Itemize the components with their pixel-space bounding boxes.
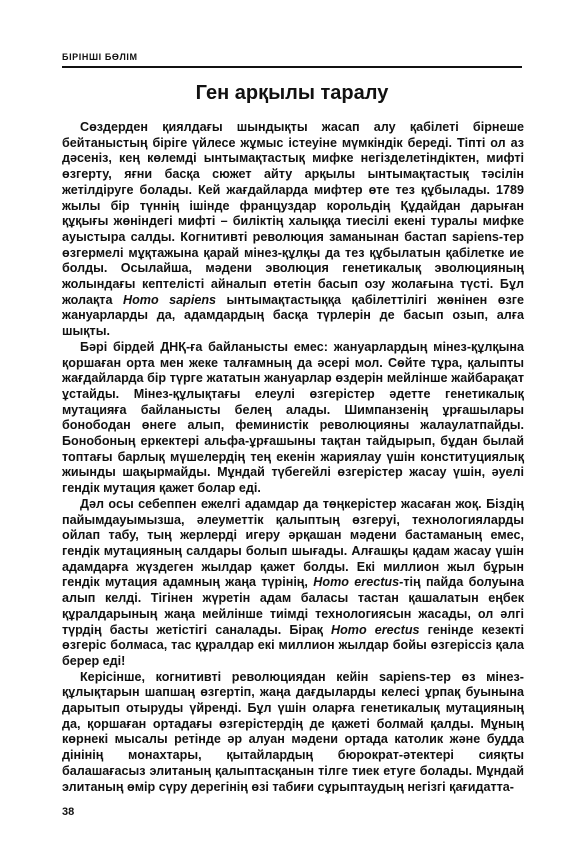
text-run: Бәрі бірдей ДНҚ-ға байланысты емес: жануарлардың мінез-құлқына қоршаған орта мен жеке талғамның да әсері мол. Сөйте тұра, қалыпты жағдайларда бір түрге жататын жануарлар өздерін мейлінше жайбарақат ұстайды. Мінез-құлықтағы елеулі өзгерістер әдетте генетикалық мутацияға байланысты белең алады. Шимпанзенің ұрғашылары бонободан өнеге алып, феминистік революцияны жалаулатпайды. Бонобоның еркектері альфа-ұрғашыны тақтан тайдырып, бұдан былай топтағы барлық мүшелердің тең екенін жариялау үшін конституциялық жиынды шақырмайды. Мұндай түбегейлі өзгерістер жасау үшін, әуелі гендік мутация қажет болар еді.	[62, 339, 524, 496]
page-number: 38	[62, 806, 75, 818]
body-paragraph	[62, 340, 524, 497]
italic-term: Homo sapiens	[122, 292, 217, 307]
text-run: Керісінше, когнитивті революциядан кейін sapiens-тер өз мінез-құлықтарын шапшаң өзгертіп, жаңа дағдыларды келесі ұрпақ буынына дарытып отыруды үйренді. Бұл үшін оларға генетикалық мутацияның да, қоршаған ортадағы өзгерістердің де қажеті болмай қалды. Мұның көрнекі мысалы ретінде әр алуан мәдени ортада католик және будда дінінің монахтары, қытайлардың бюрократ-әтектері сияқты балашағасыз элитаның қалыптасқанын тілге тиек етуге болады. Мұндай элитаның өмір сүру дерегінің өзі табиғи сұрыптаудың негізгі қағидатта-	[62, 669, 524, 794]
section-header: БІРІНШІ БӨЛІМ	[62, 52, 138, 62]
body-paragraph	[62, 120, 524, 340]
body-paragraph	[62, 670, 524, 796]
body-paragraph	[62, 497, 524, 670]
text-run: ынтымақтастыққа қабілеттілігі жөнінен өзге жануарларды да, адамдардың басқа түрлерін де басып озып, алға шықты.	[62, 292, 524, 339]
text-run: Сөздерден қиялдағы шындықты жасап алу қабілеті бірнеше бейтаныстың біріге үйлесе жұмыс істеуіне мүмкіндік береді. Тіпті ол аз дәсеніз, кең көлемді ынтымақтастық мифке негізделетіндіктен, мифті өзгерту, яғни басқа сюжет айту арқылы ынтымақтастық тәсілін жетілдіруге болады. Кей жағдайларда мифтер өте тез құбылады. 1789 жылы бір түннің ішінде француздар корольдің Құдайдан дарыған құқығы жөніндегі мифті – биліктің халыққа тиесілі екені туралы мифке ауыстыра салды. Когнитивті революция заманынан бастап sapiens-тер өзгермелі мұқтажына қарай мінез-құлқы да тез құбылатын қабілетке ие болды. Осылайша, мәдени эволюция генетикалық эволюцияның жолындағы кептелісті айналып өтетін басып озу жолағына түсті. Бұл жолақта	[62, 120, 524, 307]
body-text	[62, 120, 524, 795]
italic-term: Homo erectus	[330, 622, 420, 637]
header-rule	[62, 66, 522, 68]
text-run: генінде кезекті өзгеріс болмаса, тас құралдар екі миллион жылдар бойы өзгеріссіз қала берер еді!	[62, 622, 525, 668]
text-run: Дәл осы себеппен ежелгі адамдар да төңкерістер жасаған жоқ. Біздің пайымдауымызша, әлеуметтік қалыптың өзгеруі, технологияларды ойлап табу, тың жерлерді игеру әрқашан мәдени бастаманың емес, гендік мутацияның салдары болып шығады. Алғашқы қадам жасау үшін адамдарға жүздеген жылдар қажет болды. Екі миллион жыл бұрын гендік мутация адамның жаңа түрінің,	[62, 496, 524, 590]
chapter-title: Ген арқылы таралу	[195, 82, 389, 104]
text-run: -тің пайда болуына алып келді. Тігінен жүретін адам баласы тастан қашалатын еңбек құралдарының жаңа мейлінше тиімді технологиясын жасады, ол әлгі түрдің басты жетістігі саналады. Бірақ	[62, 575, 525, 637]
italic-term: Homo erectus	[313, 575, 400, 590]
